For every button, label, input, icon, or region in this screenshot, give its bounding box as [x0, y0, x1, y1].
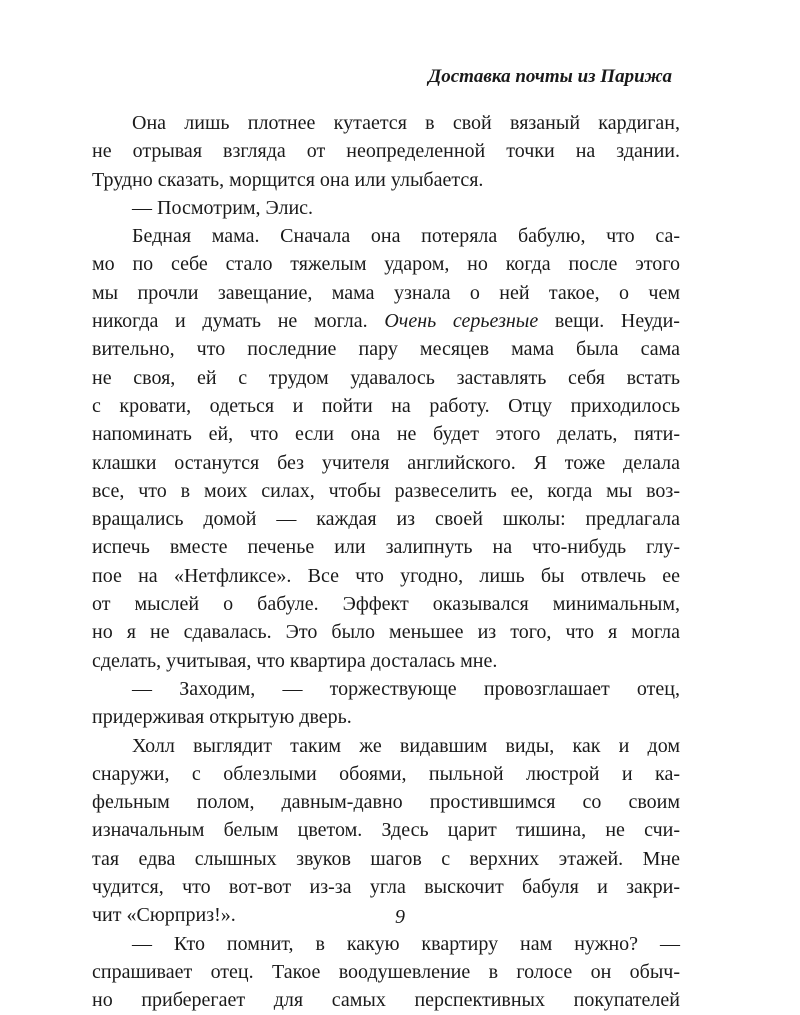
- text-segment: — Заходим, — торжествующе провозглашает отец,: [132, 677, 680, 700]
- text-line: [92, 279, 680, 307]
- text-line: [92, 703, 680, 731]
- text-line: [92, 137, 680, 165]
- text-line: [92, 420, 680, 448]
- text-segment: чит «Сюрприз!».: [92, 904, 236, 927]
- text-segment: придерживая открытую дверь.: [92, 706, 352, 729]
- text-line-content: [92, 958, 680, 986]
- text-segment: Холл выглядит таким же видавшим виды, как и дом: [132, 734, 680, 757]
- text-line: [92, 986, 680, 1014]
- text-line-content: [92, 279, 680, 307]
- text-line: [92, 590, 680, 618]
- text-line: [92, 816, 680, 844]
- text-line-content: [92, 166, 680, 194]
- text-segment: пое на «Нетфликсе». Все что угодно, лишь бы отвлечь ее: [92, 564, 680, 587]
- text-line: [92, 477, 680, 505]
- text-line-content: [92, 477, 680, 505]
- text-line: [92, 930, 680, 958]
- text-line-content: [132, 194, 680, 222]
- text-line-content: [92, 533, 680, 561]
- text-line-content: [92, 703, 680, 731]
- body-text: [92, 109, 680, 1015]
- text-segment: но приберегает для самых перспективных покупателей: [92, 989, 680, 1012]
- text-line-content: [92, 449, 680, 477]
- text-segment: Бедная мама. Сначала она потеряла бабулю, что са-: [132, 225, 680, 248]
- text-line: [92, 194, 680, 222]
- text-line: [92, 250, 680, 278]
- text-segment: чудится, что вот-вот из-за угла выскочит бабуля и закри-: [92, 876, 680, 899]
- text-segment: сделать, учитывая, что квартира досталась мне.: [92, 649, 498, 672]
- text-line-content: [92, 505, 680, 533]
- text-segment: Она лишь плотнее кутается в свой вязаный кардиган,: [132, 112, 680, 134]
- text-line: [92, 760, 680, 788]
- text-segment: вращались домой — каждая из своей школы: предлагала: [92, 508, 680, 531]
- text-line-content: [92, 392, 680, 420]
- text-segment: клашки останутся без учителя английского. Я тоже делала: [92, 451, 680, 474]
- text-segment: тая едва слышных звуков шагов с верхних этажей. Мне: [92, 847, 680, 870]
- text-line-content: [92, 618, 680, 646]
- text-line-content: [92, 364, 680, 392]
- page-number: 9: [395, 906, 405, 928]
- text-line-content: [92, 420, 680, 448]
- text-line-content: [132, 732, 680, 760]
- text-segment: Трудно сказать, морщится она или улыбается.: [92, 168, 484, 191]
- running-head: Доставка почты из Парижа: [428, 66, 672, 87]
- text-line: [92, 449, 680, 477]
- text-line: [92, 845, 680, 873]
- text-segment: с кровати, одеться и пойти на работу. Отцу приходилось: [92, 394, 680, 417]
- text-line-content: [92, 986, 680, 1014]
- text-line: [92, 307, 680, 335]
- text-line: [92, 647, 680, 675]
- text-segment: — Посмотрим, Элис.: [132, 196, 314, 219]
- text-line-content: [132, 930, 680, 958]
- text-line-content: [92, 307, 680, 335]
- text-line: [92, 364, 680, 392]
- text-line-content: [92, 562, 680, 590]
- text-line: [92, 392, 680, 420]
- text-segment: никогда и думать не могла.: [92, 310, 385, 333]
- text-segment: не своя, ей с трудом удавалось заставлять себя встать: [92, 366, 680, 389]
- text-segment: мо по себе стало тяжелым ударом, но когда после этого: [92, 253, 680, 276]
- text-line-content: [92, 760, 680, 788]
- text-segment: спрашивает отец. Такое воодушевление в голосе он обыч-: [92, 960, 680, 983]
- text-segment: не отрывая взгляда от неопределенной точки на здании.: [92, 140, 680, 163]
- text-line: [92, 732, 680, 760]
- text-line-content: [92, 590, 680, 618]
- text-line: [92, 222, 680, 250]
- emphasis-text: Очень серьезные: [384, 310, 539, 333]
- text-line: [92, 335, 680, 363]
- text-line-content: [132, 109, 680, 137]
- text-line-content: [92, 873, 680, 901]
- text-segment: снаружи, с облезлыми обоями, пыльной люстрой и ка-: [92, 762, 680, 785]
- text-segment: вещи. Неуди-: [538, 310, 680, 333]
- text-line: [92, 873, 680, 901]
- text-segment: фельным полом, давным-давно простившимся со своим: [92, 791, 680, 814]
- text-line: [92, 675, 680, 703]
- text-line: [92, 562, 680, 590]
- text-segment: напоминать ей, что если она не будет этого делать, пяти-: [92, 423, 680, 446]
- text-line: [92, 618, 680, 646]
- text-segment: мы прочли завещание, мама узнала о ней такое, о чем: [92, 281, 680, 304]
- text-segment: изначальным белым цветом. Здесь царит тишина, не счи-: [92, 819, 680, 842]
- text-segment: вительно, что последние пару месяцев мама была сама: [92, 338, 680, 361]
- text-line-content: [92, 335, 680, 363]
- text-line-content: [92, 816, 680, 844]
- text-line: [92, 958, 680, 986]
- text-line-content: [92, 137, 680, 165]
- text-segment: испечь вместе печенье или залипнуть на что-нибудь глу-: [92, 536, 680, 559]
- text-line: [92, 788, 680, 816]
- text-segment: все, что в моих силах, чтобы развеселить ее, когда мы воз-: [92, 479, 680, 502]
- text-line: [92, 166, 680, 194]
- text-line-content: [132, 675, 680, 703]
- text-line-content: [92, 845, 680, 873]
- text-line: [92, 533, 680, 561]
- text-line: [92, 109, 680, 137]
- text-line-content: [132, 222, 680, 250]
- text-line-content: [92, 788, 680, 816]
- text-line: [92, 505, 680, 533]
- text-segment: но я не сдавалась. Это было меньшее из того, что я могла: [92, 621, 680, 644]
- text-line-content: [92, 647, 680, 675]
- text-segment: — Кто помнит, в какую квартиру нам нужно? —: [132, 932, 680, 955]
- text-segment: от мыслей о бабуле. Эффект оказывался минимальным,: [92, 593, 680, 616]
- text-line-content: [92, 250, 680, 278]
